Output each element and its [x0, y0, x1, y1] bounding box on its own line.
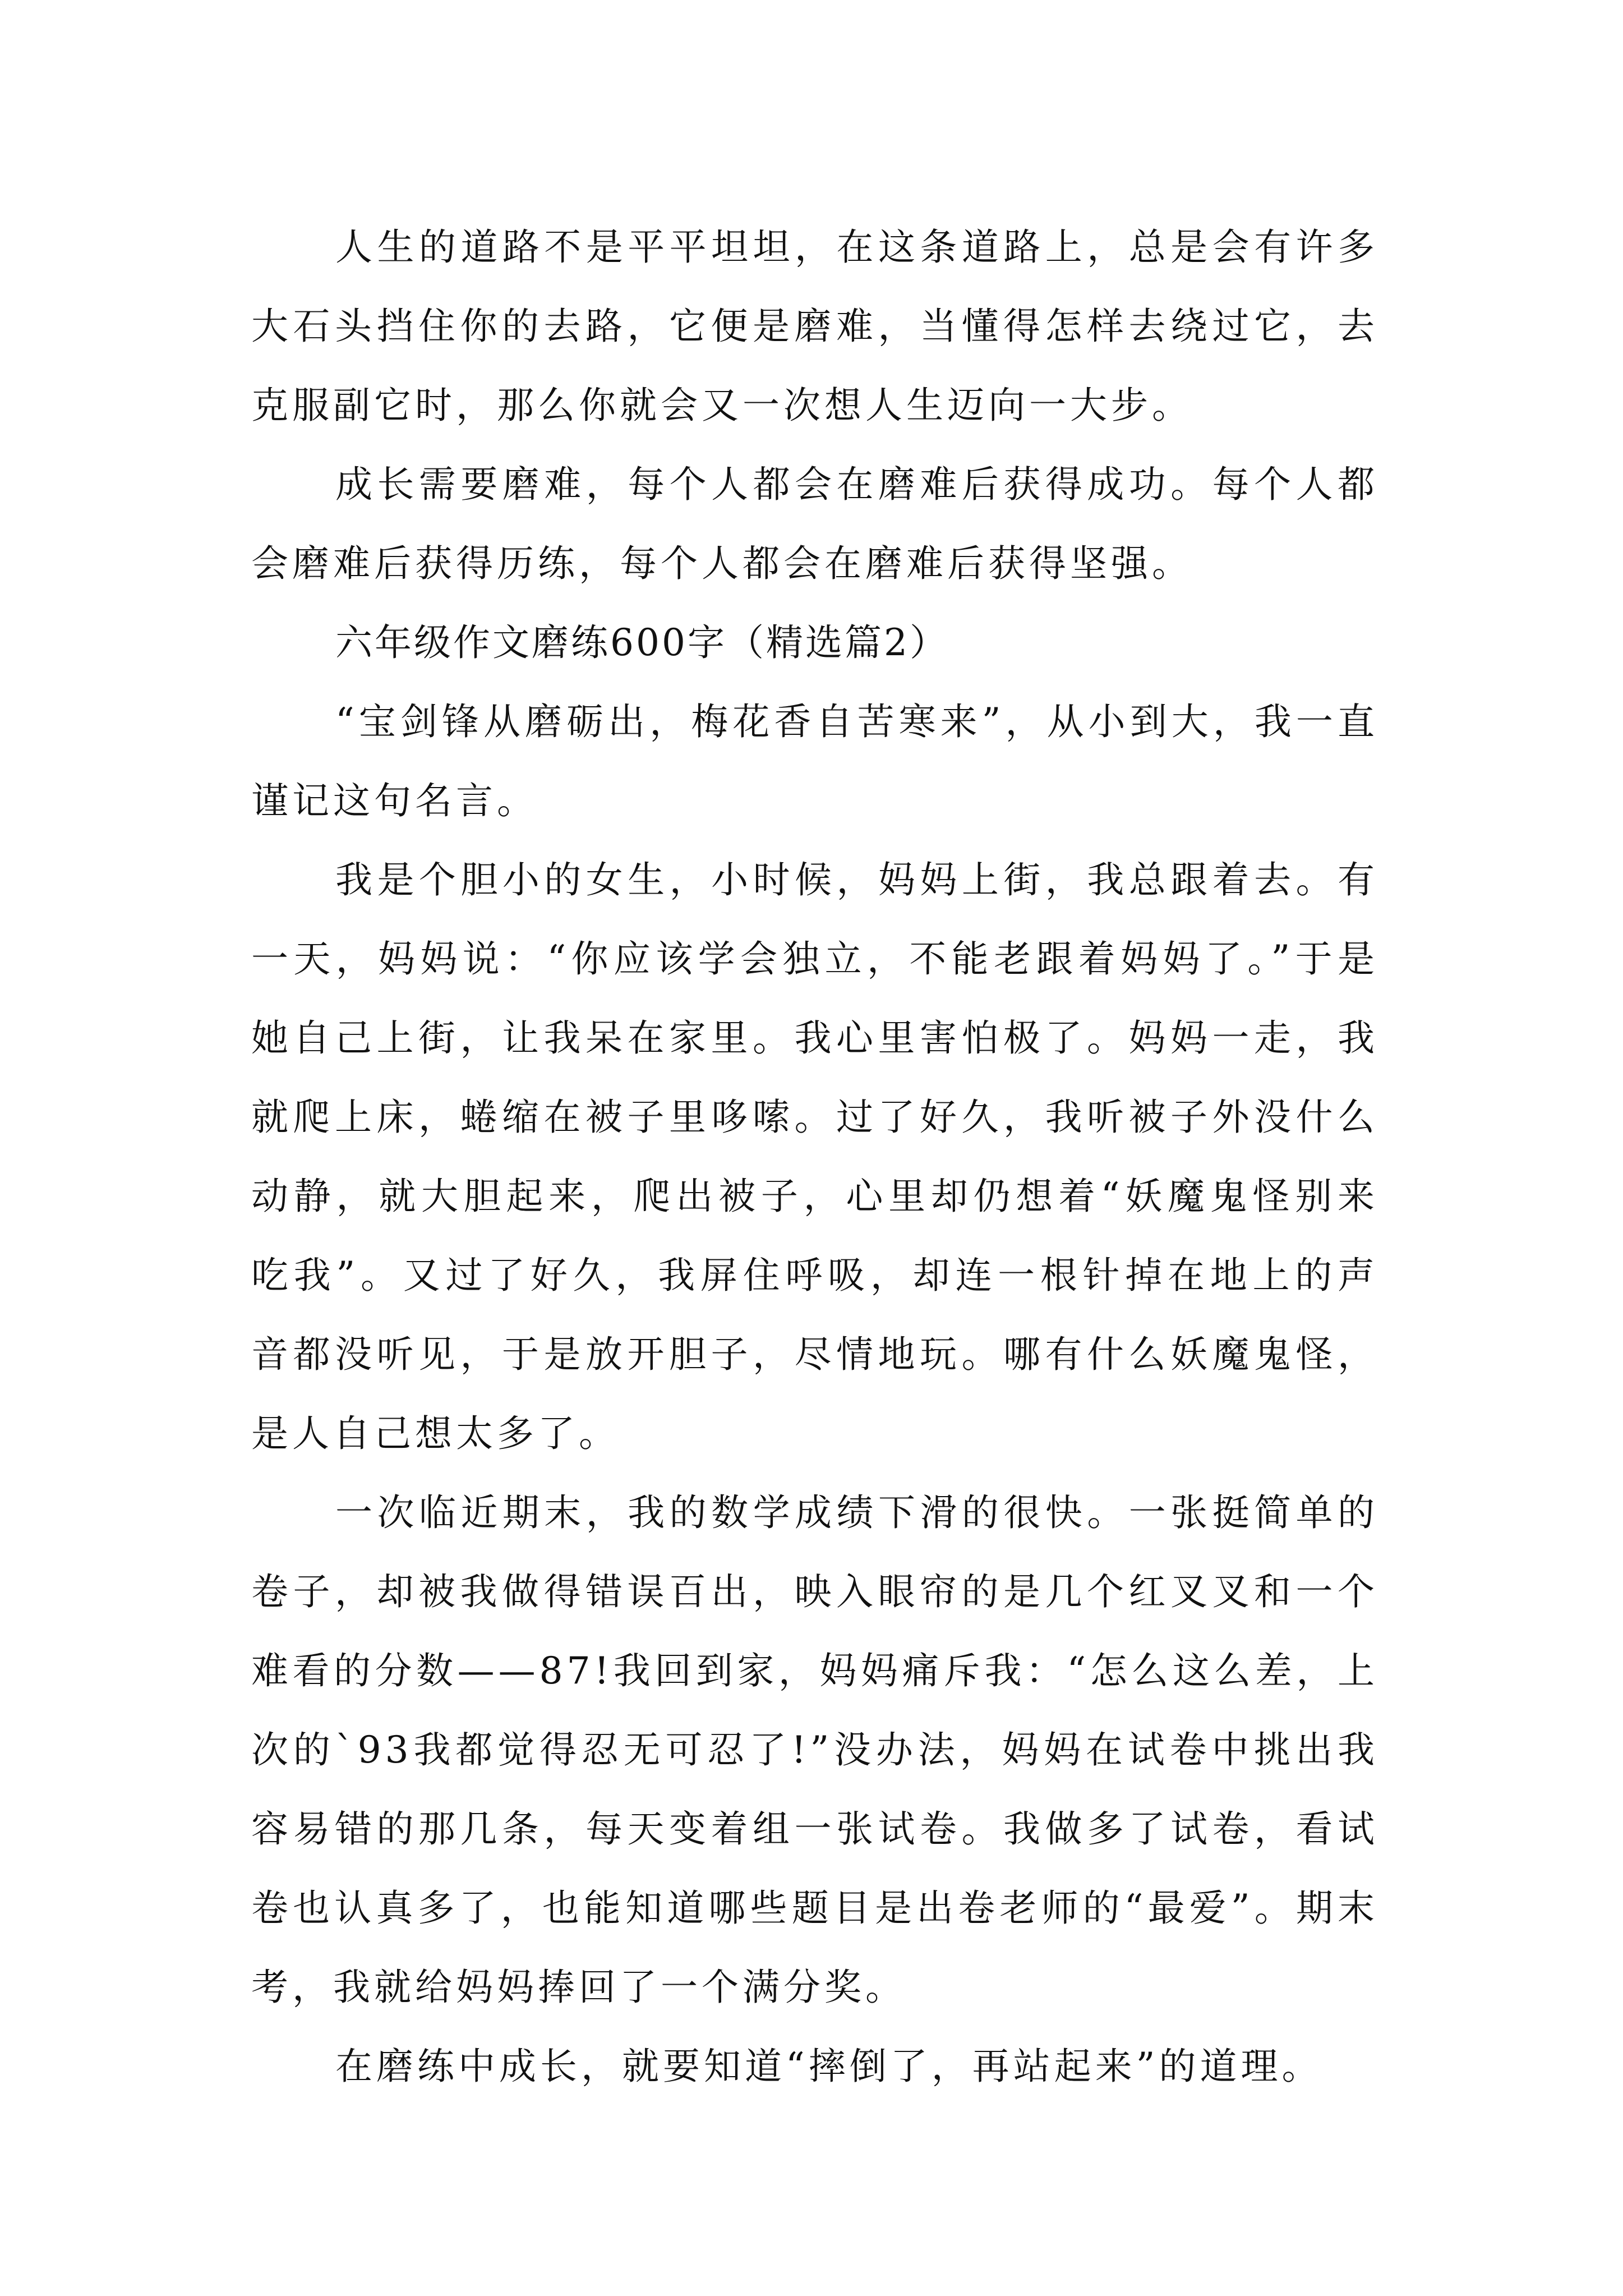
paragraph-growth: 成长需要磨难，每个人都会在磨难后获得成功。每个人都会磨难后获得历练，每个人都会在磨难后获得坚强。: [251, 463, 1378, 585]
paragraph-story-alone: 我是个胆小的女生，小时候，妈妈上街，我总跟着去。有一天，妈妈说：“你应该学会独立，不能老跟着妈妈了。”于是她自己上街，让我呆在家里。我心里害怕极了。妈妈一走，我就爬上床，蜷缩在被子里哆嗦。过了好久，我听被子外没什么动静，就大胆起来，爬出被子，心里却仍想着“妖魔鬼怪别来吃我”。又过了好久，我屏住呼吸，却连一根针掉在地上的声音都没听见，于是放开胆子，尽情地玩。哪有什么妖魔鬼怪，是人自己想太多了。: [251, 858, 1378, 1455]
section-heading: 六年级作文磨练600字（精选篇2）: [335, 621, 949, 664]
paragraph-story-exam: 一次临近期末，我的数学成绩下滑的很快。一张挺简单的卷子，却被我做得错误百出，映入眼帘的是几个红叉叉和一个难看的分数——87!我回到家，妈妈痛斥我：“怎么这么差，上次的`93我都觉得忍无可忍了!”没办法，妈妈在试卷中挑出我容易错的那几条，每天变着组一张试卷。我做多了试卷，看试卷也认真多了，也能知道哪些题目是出卷老师的“最爱”。期末考，我就给妈妈捧回了一个满分奖。: [251, 1491, 1378, 2009]
paragraph-intro: 人生的道路不是平平坦坦，在这条道路上，总是会有许多大石头挡住你的去路，它便是磨难，当懂得怎样去绕过它，去克服副它时，那么你就会又一次想人生迈向一大步。: [251, 226, 1378, 427]
paragraph-conclusion: 在磨练中成长，就要知道“摔倒了，再站起来”的道理。: [335, 2045, 1323, 2088]
document-body: [251, 208, 1378, 2106]
paragraph-quote: “宝剑锋从磨砺出，梅花香自苦寒来”，从小到大，我一直谨记这句名言。: [251, 700, 1378, 822]
